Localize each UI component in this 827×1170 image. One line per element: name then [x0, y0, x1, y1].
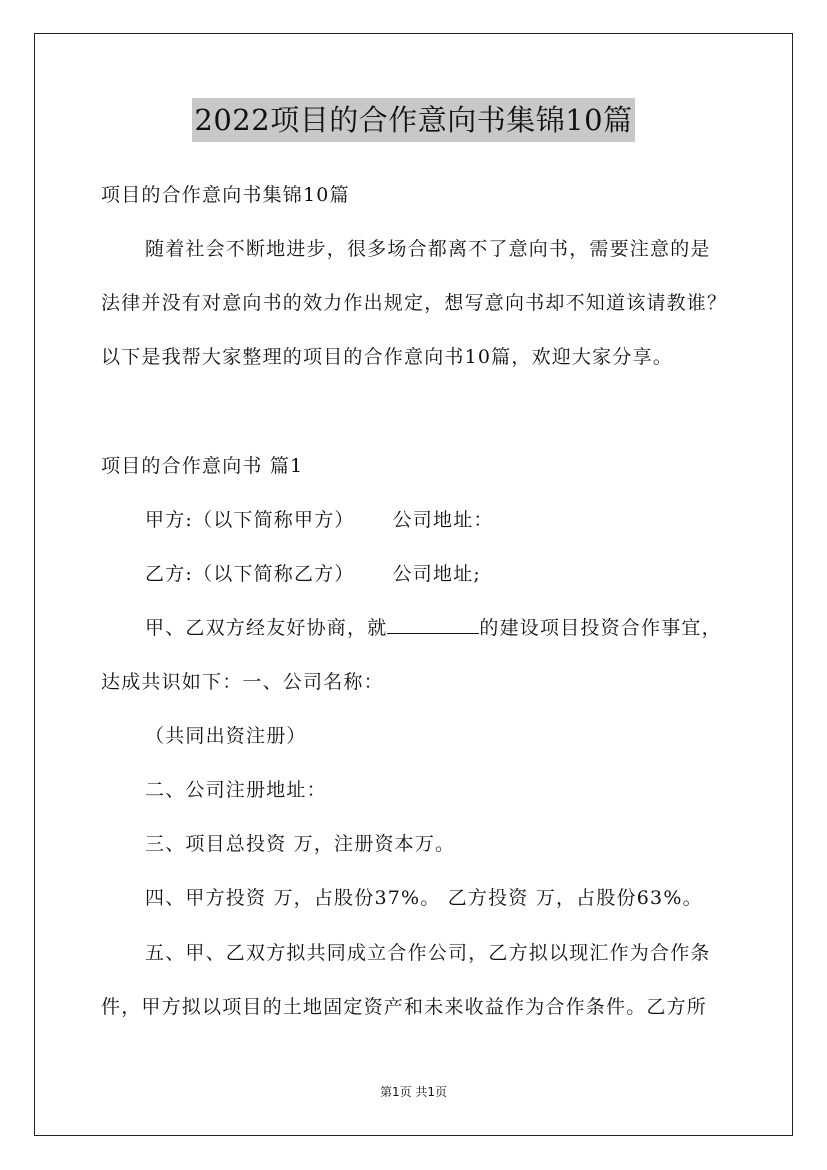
- blank-underline: [387, 615, 479, 634]
- intro-line-3: 以下是我帮大家整理的项目的合作意向书10篇，欢迎大家分享。: [101, 346, 673, 368]
- page-footer: 第1页 共1页: [379, 1085, 448, 1099]
- document-subtitle: 项目的合作意向书集锦10篇: [101, 184, 350, 206]
- party-a-row: [145, 507, 494, 533]
- title-container: [0, 98, 827, 142]
- section-heading: 项目的合作意向书 篇1: [101, 455, 304, 477]
- party-b-label: 乙方:（以下简称乙方）: [145, 563, 355, 585]
- agreement-suffix: 的建设项目投资合作事宜，: [479, 617, 722, 639]
- intro-line-1: 随着社会不断地进步，很多场合都离不了意向书，需要注意的是: [145, 238, 711, 260]
- agreement-prefix: 甲、乙双方经友好协商，就: [145, 617, 388, 639]
- party-b-address: 公司地址;: [392, 563, 482, 585]
- item-3: 三、项目总投资 万，注册资本万。: [145, 833, 456, 855]
- document-title: 2022项目的合作意向书集锦10篇: [192, 98, 634, 142]
- item-4: 四、甲方投资 万，占股份37%。 乙方投资 万，占股份63%。: [145, 887, 703, 909]
- agreement-line-2: 达成共识如下：一、公司名称：: [101, 671, 384, 693]
- agreement-line-1: [145, 615, 722, 641]
- item-5-line-2: 件，甲方拟以项目的土地固定资产和未来收益作为合作条件。乙方所: [101, 996, 708, 1018]
- intro-line-2: 法律并没有对意向书的效力作出规定，想写意向书却不知道该请教谁？: [101, 292, 728, 314]
- party-a-address: 公司地址：: [392, 509, 494, 531]
- party-a-label: 甲方:（以下简称甲方）: [145, 509, 355, 531]
- item-2: 二、公司注册地址：: [145, 779, 327, 801]
- registration-note: （共同出资注册）: [145, 725, 307, 747]
- party-b-row: [145, 561, 481, 587]
- item-5-line-1: 五、甲、乙双方拟共同成立合作公司，乙方拟以现汇作为合作条: [145, 942, 711, 964]
